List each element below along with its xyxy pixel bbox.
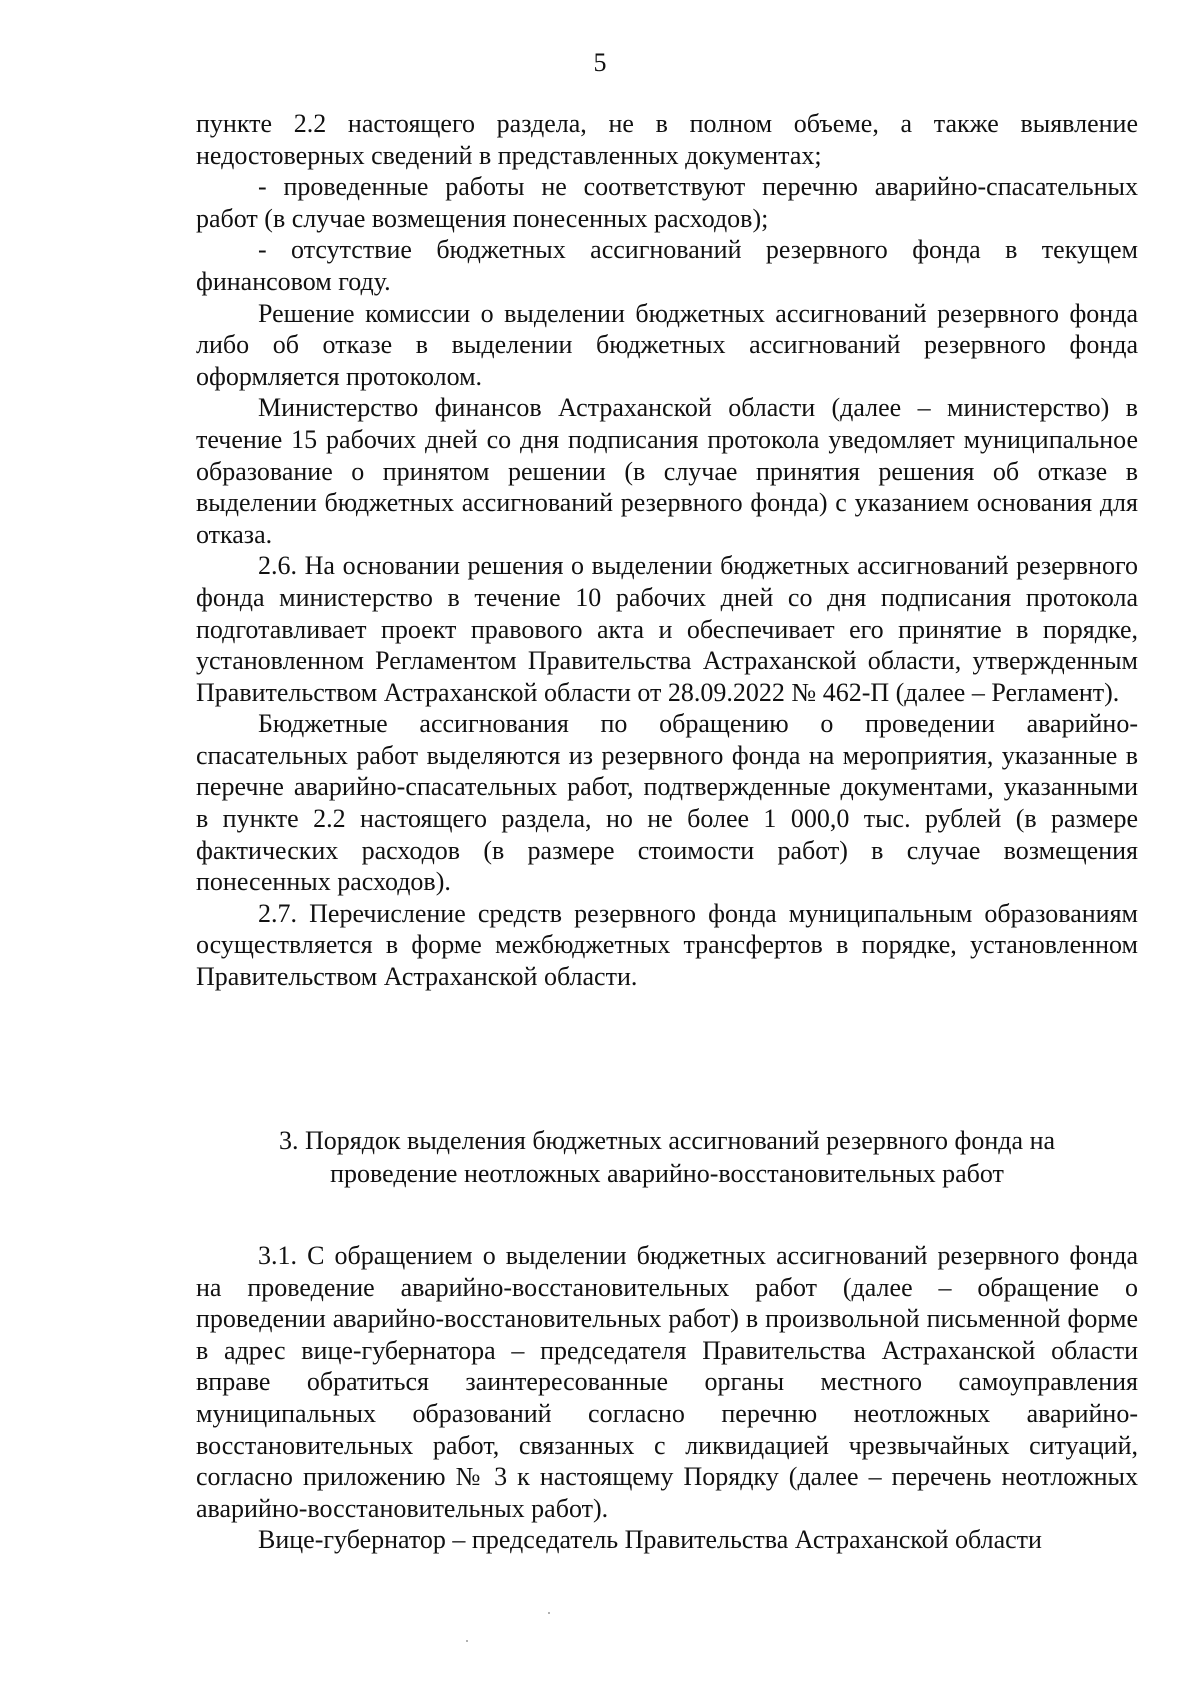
- section-heading-line: 3. Порядок выделения бюджетных ассигнований резервного фонда на: [278, 1126, 1056, 1155]
- paragraph: - проведенные работы не соответствуют перечню аварийно-спасательных работ (в случае возмещения понесенных расходов);: [196, 172, 1138, 233]
- page-number: 5: [593, 48, 607, 77]
- paragraph: Решение комиссии о выделении бюджетных ассигнований резервного фонда либо об отказе в выделении бюджетных ассигнований резервного фонда оформляется протоколом.: [196, 298, 1138, 391]
- body-text-bottom: [196, 1240, 1138, 1556]
- paragraph: 2.7. Перечисление средств резервного фонда муниципальным образованиям осуществляется в форме межбюджетных трансфертов в порядке, установленном Правительством Астраханской области.: [196, 898, 1138, 992]
- scan-speck: [548, 1612, 550, 1614]
- paragraph: 3.1. С обращением о выделении бюджетных ассигнований резервного фонда на проведение аварийно-восстановительных работ (далее – обращение о проведении аварийно-восстановительных работ) в произвольной письменной форме в адрес вице-губернатора – председателя Правительства Астраханской области вправе обратиться заинтересованные органы местного самоуправления муниципальных образований согласно перечню неотложных аварийно-восстановительных работ, связанных с ликвидацией чрезвычайных ситуаций, согласно приложению № 3 к настоящему Порядку (далее – перечень неотложных аварийно-восстановительных работ).: [196, 1241, 1138, 1523]
- scan-speck: [466, 1640, 468, 1642]
- section-heading: [196, 1124, 1138, 1190]
- paragraph: Бюджетные ассигнования по обращению о проведении аварийно-спасательных работ выделяются из резервного фонда на мероприятия, указанные в перечне аварийно-спасательных работ, подтвержденные документами, указанными в пункте 2.2 настоящего раздела, но не более 1 000,0 тыс. рублей (в размере фактических расходов (в размере стоимости работ) в случае возмещения понесенных расходов).: [196, 709, 1138, 897]
- body-text-top: [196, 108, 1138, 993]
- paragraph: 2.6. На основании решения о выделении бюджетных ассигнований резервного фонда министерство в течение 10 рабочих дней со дня подписания протокола подготавливает проект правового акта и обеспечивает его принятие в порядке, установленном Регламентом Правительства Астраханской области, утвержденным Правительством Астраханской области от 28.09.2022 № 462-П (далее – Регламент).: [196, 551, 1138, 707]
- paragraph: Министерство финансов Астраханской области (далее – министерство) в течение 15 рабочих дней со дня подписания протокола уведомляет муниципальное образование о принятом решении (в случае принятия решения об отказе в выделении бюджетных ассигнований резервного фонда) с указанием основания для отказа.: [196, 393, 1138, 549]
- paragraph: - отсутствие бюджетных ассигнований резервного фонда в текущем финансовом году.: [196, 235, 1138, 296]
- paragraph: Вице-губернатор – председатель Правительства Астраханской области: [258, 1525, 1042, 1555]
- section-heading-line: проведение неотложных аварийно-восстановительных работ: [330, 1159, 1004, 1188]
- paragraph: пункте 2.2 настоящего раздела, не в полном объеме, а также выявление недостоверных сведений в представленных документах;: [196, 109, 1138, 170]
